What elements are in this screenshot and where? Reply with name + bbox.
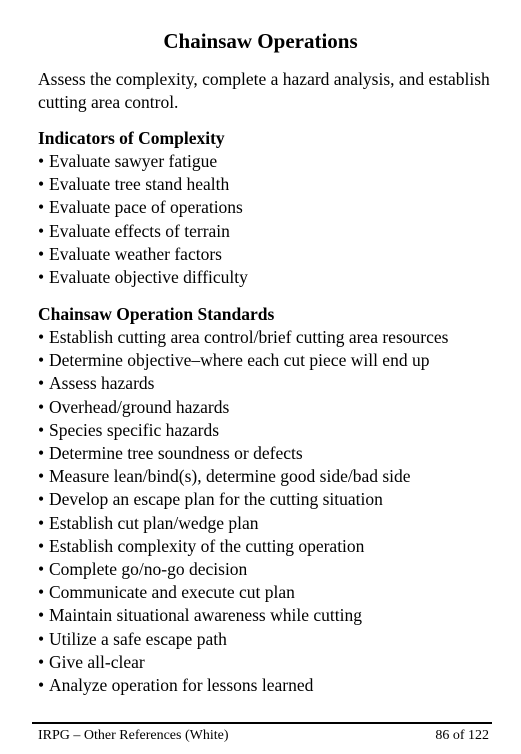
list-item	[38, 651, 508, 674]
footer-page-number: 86 of 122	[435, 728, 489, 743]
bullet-icon: •	[38, 396, 45, 417]
list-item	[38, 628, 508, 651]
bullet-icon: •	[38, 466, 45, 487]
list-item	[38, 349, 508, 372]
list-item-text: Evaluate sawyer fatigue	[49, 151, 218, 171]
list-item	[38, 581, 508, 604]
list-item	[38, 674, 508, 697]
list-item-text: Develop an escape plan for the cutting situation	[49, 489, 383, 510]
bullet-icon: •	[38, 651, 45, 672]
list-item-text: Evaluate tree stand health	[49, 174, 230, 195]
list-item	[38, 173, 508, 196]
list-item-text: Establish complexity of the cutting operation	[49, 535, 365, 556]
bullet-icon: •	[38, 373, 45, 394]
list-item	[38, 604, 508, 627]
list-item	[38, 465, 508, 488]
list-item	[38, 396, 508, 419]
bullet-icon: •	[38, 628, 45, 649]
list-item-text: Analyze operation for lessons learned	[49, 675, 314, 696]
standards-heading: Chainsaw Operation Standards	[38, 304, 275, 324]
footer-divider	[32, 722, 492, 724]
bullet-icon: •	[38, 535, 45, 556]
list-item	[38, 512, 508, 535]
list-item	[38, 535, 508, 558]
bullet-icon: •	[38, 197, 45, 218]
bullet-icon: •	[38, 512, 45, 533]
standards-list	[38, 326, 508, 697]
page-title: Chainsaw Operations	[163, 29, 358, 53]
list-item-text: Establish cutting area control/brief cutting area resources	[49, 327, 449, 347]
bullet-icon: •	[38, 489, 45, 510]
list-item-text: Assess hazards	[49, 373, 155, 394]
intro-paragraph: Assess the complexity, complete a hazard analysis, and establish cutting area control.	[38, 69, 490, 112]
list-item	[38, 372, 508, 395]
list-item	[38, 488, 508, 511]
list-item-text: Utilize a safe escape path	[49, 628, 227, 649]
list-item-text: Overhead/ground hazards	[49, 396, 230, 417]
list-item	[38, 442, 508, 465]
bullet-icon: •	[38, 174, 45, 195]
list-item-text: Evaluate effects of terrain	[49, 220, 230, 241]
list-item-text: Evaluate objective difficulty	[49, 267, 248, 288]
list-item-text: Determine objective–where each cut piece will end up	[49, 350, 430, 371]
bullet-icon: •	[38, 350, 45, 371]
bullet-icon: •	[38, 151, 45, 171]
list-item	[38, 266, 508, 289]
list-item-text: Communicate and execute cut plan	[49, 582, 295, 603]
bullet-icon: •	[38, 243, 45, 264]
list-item	[38, 558, 508, 581]
list-item	[38, 220, 508, 243]
list-item	[38, 196, 508, 219]
list-item	[38, 419, 508, 442]
list-item-text: Species specific hazards	[49, 419, 220, 440]
bullet-icon: •	[38, 327, 45, 347]
list-item-text: Evaluate weather factors	[49, 243, 222, 264]
complexity-list	[38, 150, 508, 289]
bullet-icon: •	[38, 220, 45, 241]
bullet-icon: •	[38, 443, 45, 464]
list-item	[38, 243, 508, 266]
complexity-heading: Indicators of Complexity	[38, 128, 225, 148]
list-item-text: Evaluate pace of operations	[49, 197, 243, 218]
bullet-icon: •	[38, 675, 45, 696]
bullet-icon: •	[38, 419, 45, 440]
list-item	[38, 150, 508, 173]
bullet-icon: •	[38, 559, 45, 580]
list-item-text: Determine tree soundness or defects	[49, 443, 303, 464]
bullet-icon: •	[38, 605, 45, 626]
list-item-text: Measure lean/bind(s), determine good side/bad side	[49, 466, 411, 487]
list-item-text: Give all-clear	[49, 651, 145, 672]
bullet-icon: •	[38, 582, 45, 603]
list-item-text: Maintain situational awareness while cutting	[49, 605, 362, 626]
bullet-icon: •	[38, 267, 45, 288]
footer-source: IRPG – Other References (White)	[38, 728, 229, 743]
list-item-text: Complete go/no-go decision	[49, 559, 248, 580]
list-item-text: Establish cut plan/wedge plan	[49, 512, 259, 533]
list-item	[38, 326, 508, 349]
